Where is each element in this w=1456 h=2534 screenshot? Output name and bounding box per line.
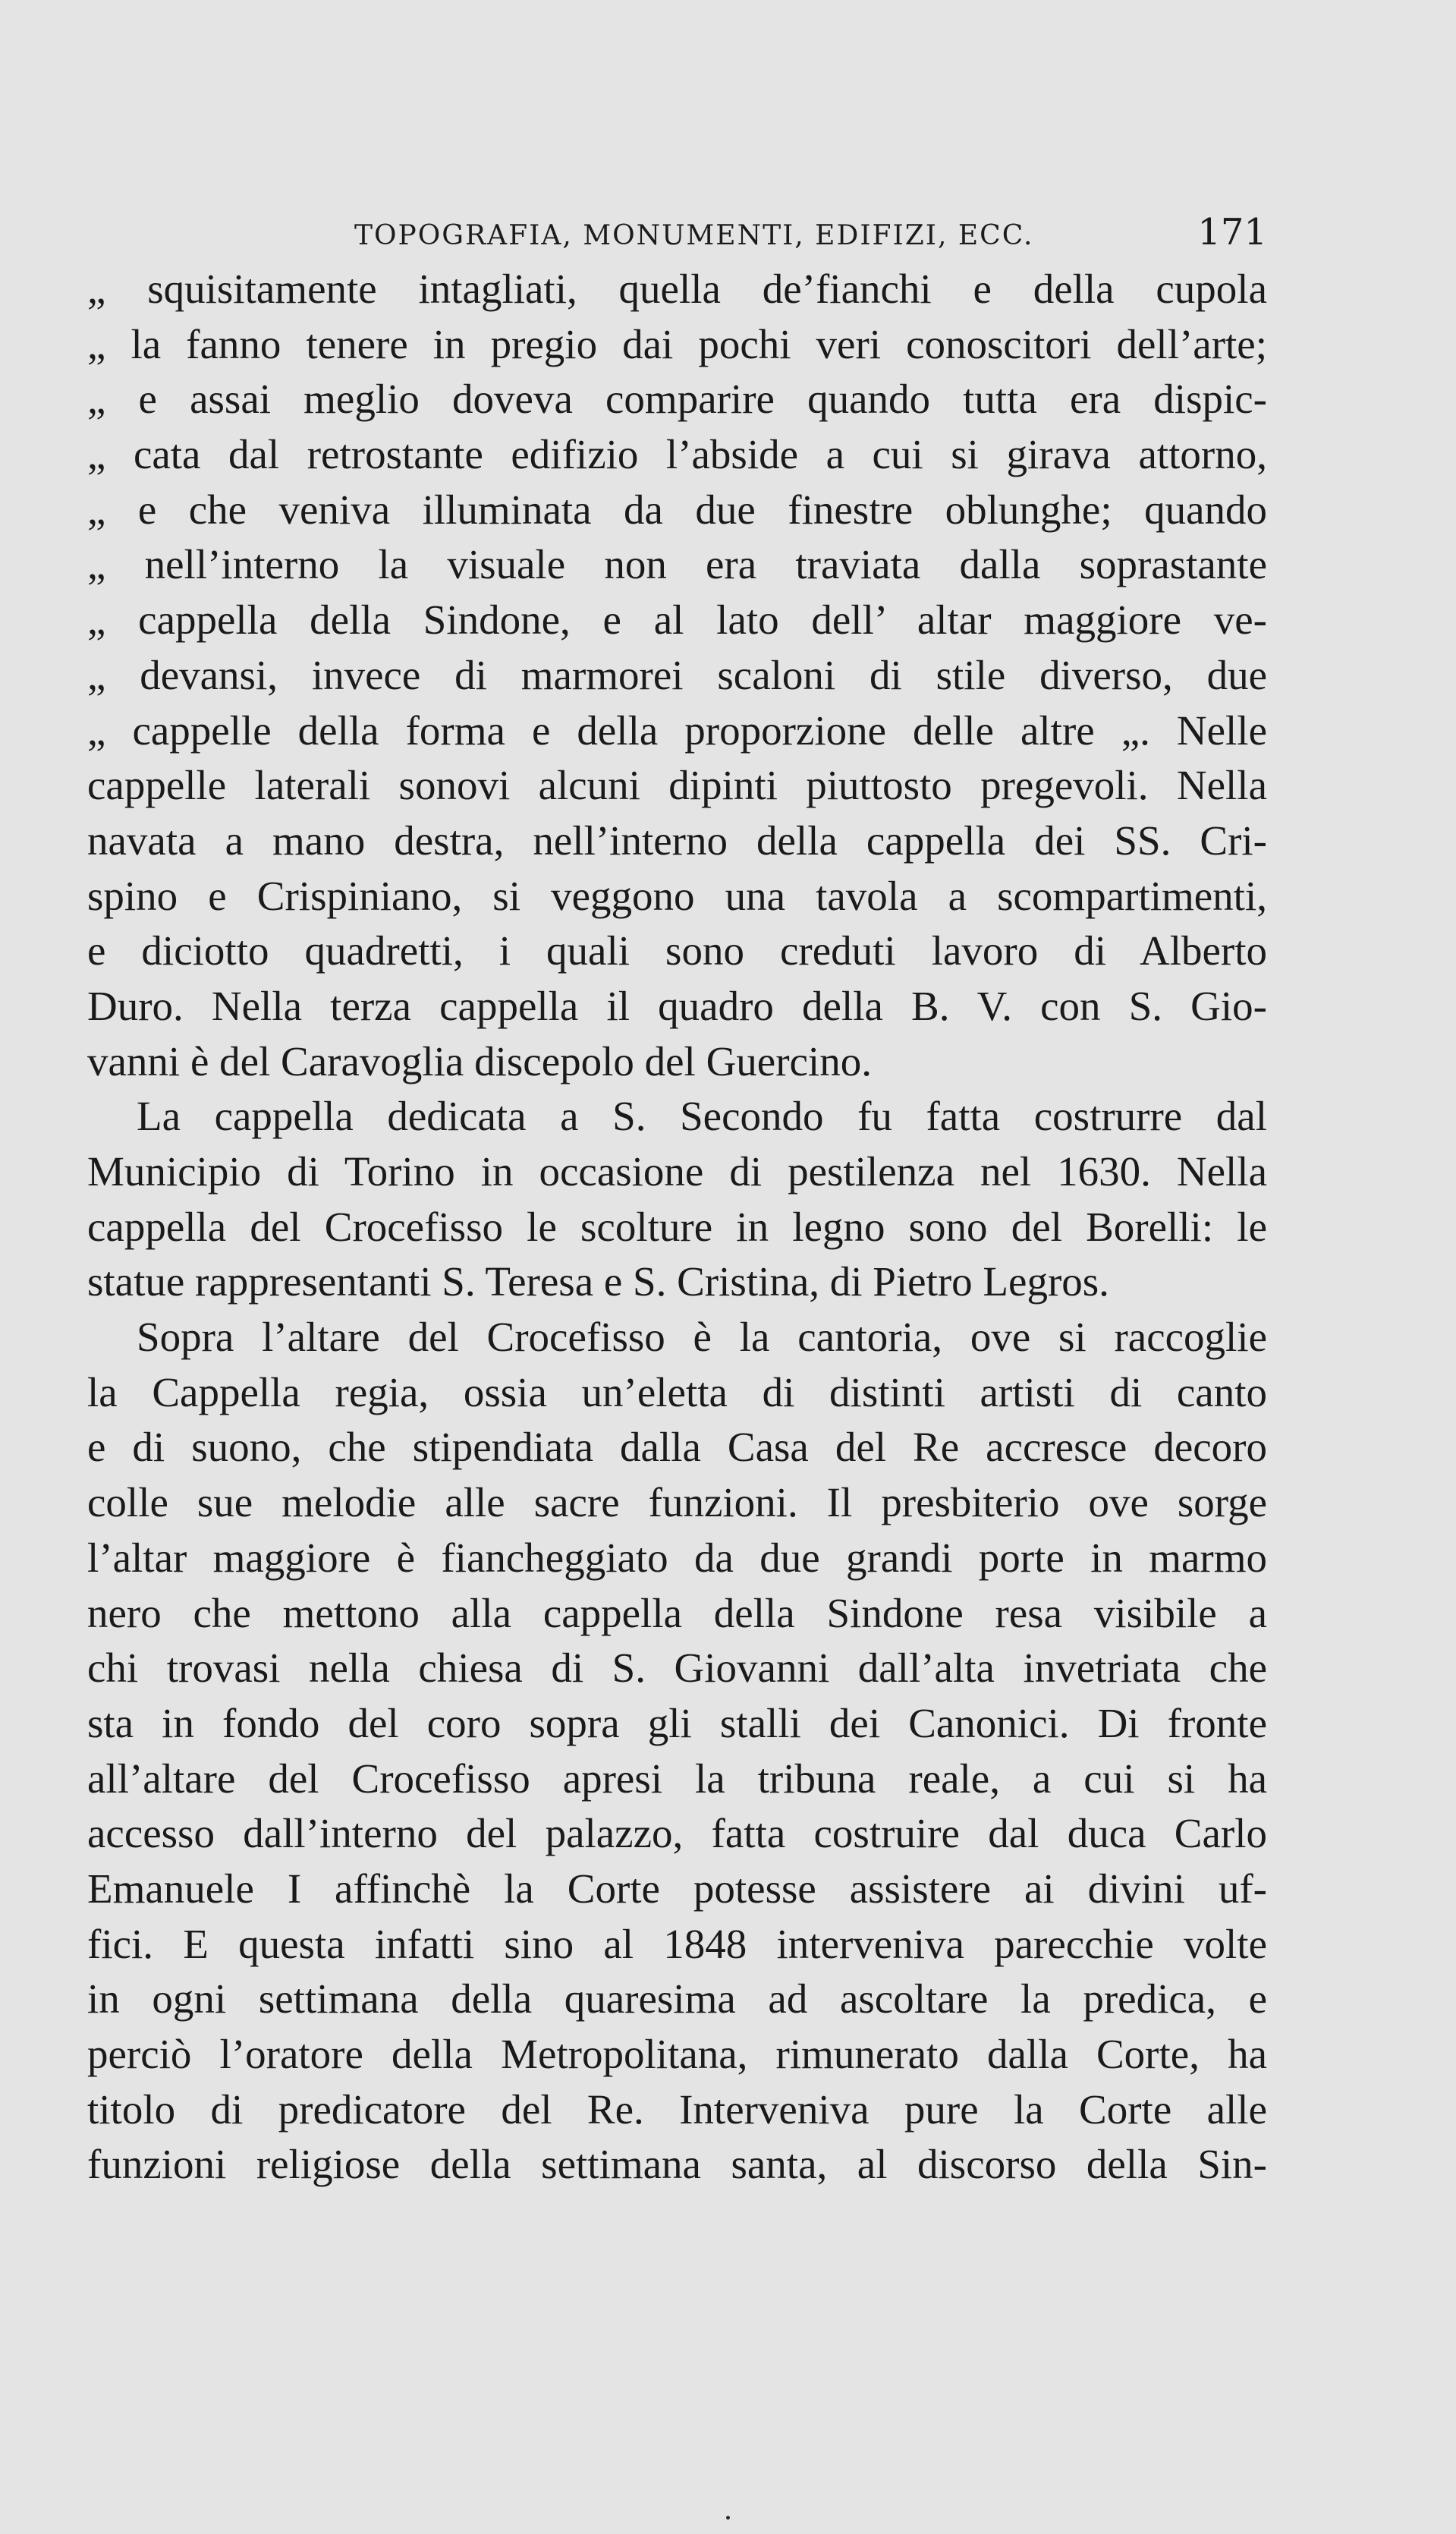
text-line: sta in fondo del coro sopra gli stalli dei Canonici. Di fronte xyxy=(87,1699,1267,1746)
text-line: funzioni religiose della settimana santa, al discorso della Sin- xyxy=(87,2141,1267,2188)
text-line: „ e che veniva illuminata da due finestre oblunghe; quando xyxy=(87,486,1267,533)
text-line: perciò l’oratore della Metropolitana, rimunerato dalla Corte, ha xyxy=(87,2031,1267,2077)
text-line: l’altar maggiore è fiancheggiato da due grandi porte in marmo xyxy=(87,1534,1267,1581)
text-line: Municipio di Torino in occasione di pestilenza nel 1630. Nella xyxy=(87,1148,1267,1195)
text-line: e diciotto quadretti, i quali sono creduti lavoro di Alberto xyxy=(87,927,1267,974)
running-title: TOPOGRAFIA, MONUMENTI, EDIFIZI, ECC. xyxy=(354,220,1034,251)
text-line: e di suono, che stipendiata dalla Casa del Re accresce decoro xyxy=(87,1424,1267,1471)
text-line: la Cappella regia, ossia un’eletta di distinti artisti di canto xyxy=(87,1368,1267,1415)
text-line: „ nell’interno la visuale non era traviata dalla soprastante xyxy=(87,541,1267,588)
text-line: nero che mettono alla cappella della Sindone resa visibile a xyxy=(87,1589,1267,1636)
page-number: 171 xyxy=(1197,211,1267,253)
text-line: titolo di predicatore del Re. Interveniva pure la Corte alle xyxy=(87,2085,1267,2133)
text-line: cappella del Crocefisso le scolture in legno sono del Borelli: le xyxy=(87,1203,1267,1250)
body-text xyxy=(87,262,1267,2192)
text-line: fici. E questa infatti sino al 1848 interveniva parecchie volte xyxy=(87,1920,1267,1967)
text-line: spino e Crispiniano, si veggono una tavola a scompartimenti, xyxy=(87,872,1267,919)
printer-mark-dot xyxy=(726,2516,730,2520)
text-line: „ squisitamente intagliati, quella de’fianchi e della cupola xyxy=(87,266,1267,312)
text-line: cappelle laterali sonovi alcuni dipinti piuttosto pregevoli. Nella xyxy=(87,762,1267,809)
text-line: vanni è del Caravoglia discepolo del Guercino. xyxy=(87,1037,872,1084)
running-header xyxy=(87,199,1267,267)
text-line: „ devansi, invece di marmorei scaloni di stile diverso, due xyxy=(87,651,1267,698)
text-line: chi trovasi nella chiesa di S. Giovanni dall’alta invetriata che xyxy=(87,1645,1267,1692)
text-line: Sopra l’altare del Crocefisso è la cantoria, ove si raccoglie xyxy=(137,1314,1267,1361)
text-line: „ cappelle della forma e della proporzione delle altre „. Nelle xyxy=(87,707,1267,754)
text-line: La cappella dedicata a S. Secondo fu fatta costrurre dal xyxy=(137,1093,1267,1140)
text-line: colle sue melodie alle sacre funzioni. Il presbiterio ove sorge xyxy=(87,1479,1267,1526)
text-line: in ogni settimana della quaresima ad ascoltare la predica, e xyxy=(87,1975,1267,2022)
text-line: „ cata dal retrostante edifizio l’abside a cui si girava attorno, xyxy=(87,431,1267,478)
text-line: „ e assai meglio doveva comparire quando tutta era dispic- xyxy=(87,376,1267,423)
text-line: all’altare del Crocefisso apresi la tribuna reale, a cui si ha xyxy=(87,1755,1267,1802)
text-line: „ cappella della Sindone, e al lato dell’ altar maggiore ve- xyxy=(87,597,1267,644)
text-line: „ la fanno tenere in pregio dai pochi veri conoscitori dell’arte; xyxy=(87,320,1267,367)
text-line: navata a mano destra, nell’interno della cappella dei SS. Cri- xyxy=(87,817,1267,864)
text-line: Duro. Nella terza cappella il quadro della B. V. con S. Gio- xyxy=(87,982,1267,1029)
text-line: statue rappresentanti S. Teresa e S. Cristina, di Pietro Legros. xyxy=(87,1258,1109,1305)
text-line: accesso dall’interno del palazzo, fatta costruire dal duca Carlo xyxy=(87,1810,1267,1857)
text-line: Emanuele I affinchè la Corte potesse assistere ai divini uf- xyxy=(87,1865,1267,1912)
